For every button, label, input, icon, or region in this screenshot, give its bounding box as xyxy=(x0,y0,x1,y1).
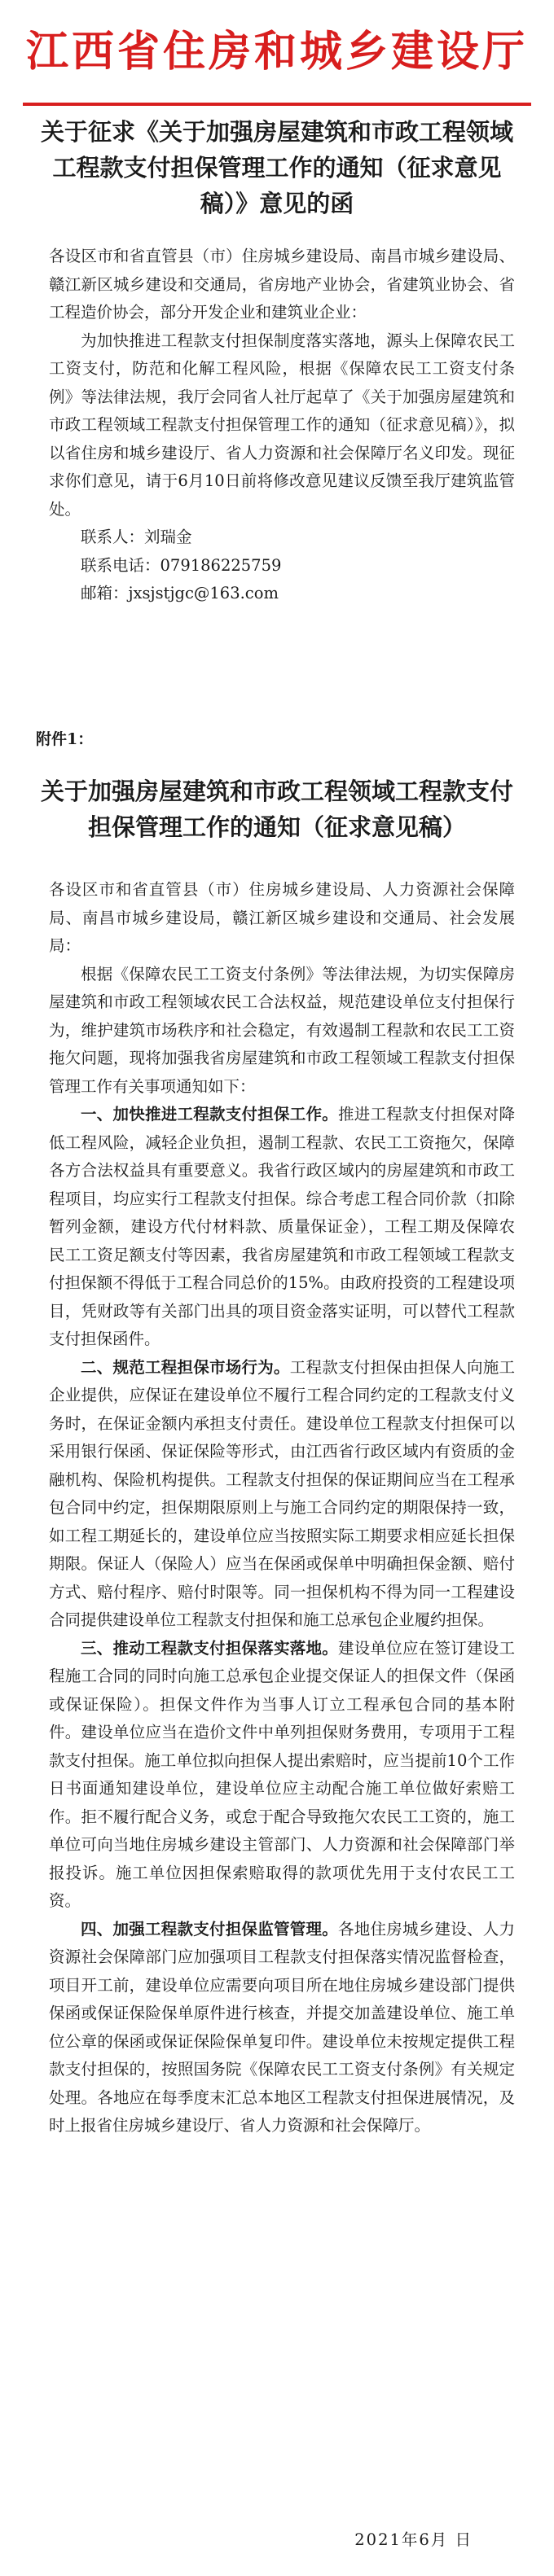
section-2 xyxy=(49,1354,515,1635)
section-3 xyxy=(49,1635,515,1916)
section-2-heading: 二、规范工程担保市场行为。 xyxy=(81,1357,290,1377)
section-3-text: 建设单位应在签订建设工程施工合同的同时向施工总承包企业提交保证人的担保文件（保函或保证保险）。担保文件作为当事人订立工程承包合同的基本附件。建设单位应当在造价文件中单列担保财务费用，专项用于工程款支付担保。施工单位拟向担保人提出索赔时，应当提前10个工作日书面通知建设单位，建设单位应主动配合施工单位做好索赔工作。拒不履行配合义务，或怠于配合导致拖欠农民工工资的，施工单位可向当地住房城乡建设主管部门、人力资源和社会保障部门举报投诉。施工单位因担保索赔取得的款项优先用于支付农民工工资。 xyxy=(49,1638,515,1910)
section-1-heading: 一、加快推进工程款支付担保工作。 xyxy=(81,1105,338,1124)
attachment-intro: 根据《保障农民工工资支付条例》等法律法规，为切实保障房屋建筑和市政工程领域农民工合法权益，规范建设单位支付担保行为，维护建筑市场秩序和社会稳定，有效遏制工程款和农民工工资拖欠问题，现将加强我省房屋建筑和市政工程领域工程款支付担保管理工作有关事项通知如下： xyxy=(49,964,515,1096)
section-3-heading: 三、推动工程款支付担保落实落地。 xyxy=(81,1638,338,1658)
contact-email: 邮箱：jxsjstjgc@163.com xyxy=(81,584,279,602)
section-4-heading: 四、加强工程款支付担保监管管理。 xyxy=(81,1919,338,1939)
attachment-title: 关于加强房屋建筑和市政工程领域工程款支付担保管理工作的通知（征求意见稿） xyxy=(40,778,513,841)
section-4-text: 各地住房城乡建设、人力资源社会保障部门应加强项目工程款支付担保落实情况监督检查，项目开工前，建设单位应需要向项目所在地住房城乡建设部门提供保函或保证保险保单原件进行核查，并提交加盖建设单位、施工单位公章的保函或保证保险保单复印件。建设单位未按规定提供工程款支付担保的，按照国务院《保障农民工工资支付条例》有关规定处理。各地应在每季度末汇总本地区工程款支付担保进展情况，及时上报省住房城乡建设厅、省人力资源和社会保障厅。 xyxy=(49,1919,515,2135)
attachment-label: 附件1： xyxy=(36,730,94,748)
letter-paragraph: 为加快推进工程款支付担保制度落实落地，源头上保障农民工工资支付，防范和化解工程风险，根据《保障农民工工资支付条例》等法律法规，我厅会同省人社厅起草了《关于加强房屋建筑和市政工程领域工程款支付担保管理工作的通知（征求意见稿）》，拟以省住房和城乡建设厅、省人力资源和社会保障厅名义印发。现征求你们意见，请于6月10日前将修改意见建议反馈至我厅建筑监管处。 xyxy=(49,331,515,519)
contact-phone: 联系电话：079186225759 xyxy=(81,555,282,575)
attachment-body xyxy=(49,876,515,2140)
section-4 xyxy=(49,1916,515,2140)
section-2-text: 工程款支付担保由担保人向施工企业提供，应保证在建设单位不履行工程合同约定的工程款支付义务时，在保证金额内承担支付责任。建设单位工程款支付担保可以采用银行保函、保证保险等形式，由江西省行政区域内有资质的金融机构、保险机构提供。工程款支付担保的保证期间应当在工程承包合同中约定，担保期限原则上与施工合同约定的期限保持一致，如工程工期延长的，建设单位应当按照实际工期要求相应延长担保期限。保证人（保险人）应当在保函或保单中明确担保金额、赔付方式、赔付程序、赔付时限等。同一担保机构不得为同一工程建设合同提供建设单位工程款支付担保和施工总承包企业履约担保。 xyxy=(49,1357,515,1629)
red-divider xyxy=(23,103,531,106)
letter-recipients: 各设区市和省直管县（市）住房城乡建设局、南昌市城乡建设局、赣江新区城乡建设和交通局，省房地产业协会，省建筑业协会、省工程造价协会，部分开发企业和建筑业企业： xyxy=(49,247,515,322)
section-1-text: 推进工程款支付担保对降低工程风险，减轻企业负担，遏制工程款、农民工工资拖欠，保障各方合法权益具有重要意义。我省行政区域内的房屋建筑和市政工程项目，均应实行工程款支付担保。综合考虑工程合同价款（扣除暂列金额，建设方代付材料款、质量保证金），工程工期及保障农民工工资足额支付等因素，我省房屋建筑和市政工程领域工程款支付担保额不得低于工程合同总价的15%。由政府投资的工程建设项目，凭财政等有关部门出具的项目资金落实证明，可以替代工程款支付担保函件。 xyxy=(49,1105,515,1348)
masthead: 江西省住房和城乡建设厅 xyxy=(25,27,528,77)
contact-person: 联系人：刘瑞金 xyxy=(81,528,192,546)
document-date: 2021年6月 日 xyxy=(354,2530,473,2549)
attachment-recipients: 各设区市和省直管县（市）住房城乡建设局、人力资源社会保障局、南昌市城乡建设局，赣江新区城乡建设和交通局、社会发展局： xyxy=(49,880,515,955)
section-1 xyxy=(49,1101,515,1354)
letter-body xyxy=(49,243,515,608)
letter-title: 关于征求《关于加强房屋建筑和市政工程领域工程款支付担保管理工作的通知（征求意见稿）》意见的函 xyxy=(40,118,513,217)
